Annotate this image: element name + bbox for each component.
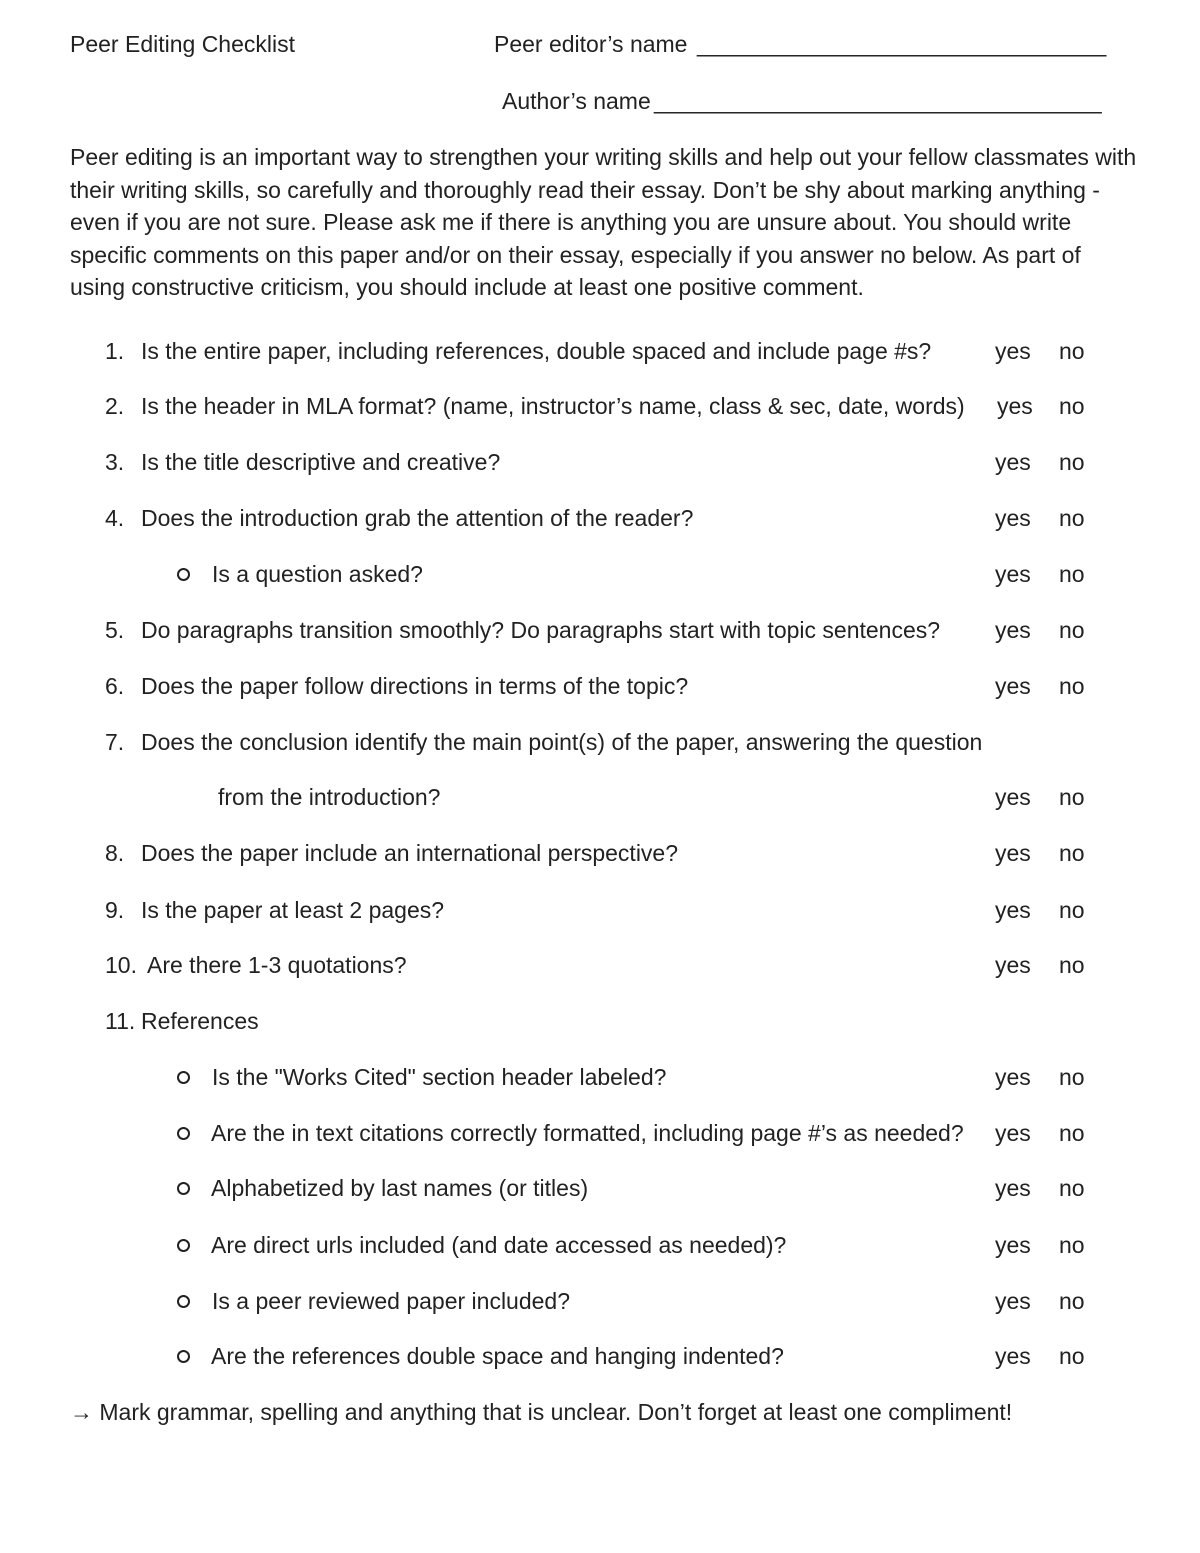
item-number: 8. bbox=[105, 840, 125, 866]
item-question: Is a question asked? bbox=[212, 561, 423, 587]
item-number: 11. bbox=[105, 1008, 136, 1034]
bullet-icon bbox=[177, 1071, 190, 1084]
item-number: 2. bbox=[105, 393, 125, 419]
yes-option[interactable]: yes bbox=[995, 784, 1031, 810]
item-question: Are the in text citations correctly formatted, including page #’s as needed? bbox=[211, 1120, 964, 1146]
item-number: 9. bbox=[105, 897, 125, 923]
author-name-label: Author’s name bbox=[502, 88, 651, 114]
yes-option[interactable]: yes bbox=[995, 1120, 1031, 1146]
item-question: Are direct urls included (and date accessed as needed)? bbox=[211, 1232, 787, 1258]
bullet-icon bbox=[177, 1127, 190, 1140]
item-question: Is the paper at least 2 pages? bbox=[141, 897, 445, 923]
no-option[interactable]: no bbox=[1059, 784, 1085, 810]
item-number: 7. bbox=[105, 729, 125, 755]
author-name-field[interactable]: ___________________________________ bbox=[654, 88, 1102, 114]
footer-note: → Mark grammar, spelling and anything that is unclear. Don’t forget at least one compliment! bbox=[70, 1399, 1013, 1425]
bullet-icon bbox=[177, 1239, 190, 1252]
yes-option[interactable]: yes bbox=[995, 840, 1031, 866]
section-label-references: References bbox=[141, 1008, 259, 1034]
no-option[interactable]: no bbox=[1059, 673, 1085, 699]
yes-option[interactable]: yes bbox=[995, 1064, 1031, 1090]
item-question: Does the paper include an international perspective? bbox=[141, 840, 679, 866]
item-question: Is the "Works Cited" section header labeled? bbox=[212, 1064, 667, 1090]
item-number: 6. bbox=[105, 673, 125, 699]
item-question: Are the references double space and hanging indented? bbox=[211, 1343, 784, 1369]
yes-option[interactable]: yes bbox=[995, 617, 1031, 643]
item-number: 5. bbox=[105, 617, 125, 643]
item-question: Does the paper follow directions in terms of the topic? bbox=[141, 673, 689, 699]
no-option[interactable]: no bbox=[1059, 505, 1085, 531]
peer-editor-name-field[interactable]: ________________________________ bbox=[697, 31, 1107, 57]
yes-option[interactable]: yes bbox=[997, 393, 1033, 419]
item-question: Does the conclusion identify the main point(s) of the paper, answering the question bbox=[141, 729, 983, 755]
no-option[interactable]: no bbox=[1059, 1064, 1085, 1090]
no-option[interactable]: no bbox=[1059, 897, 1085, 923]
no-option[interactable]: no bbox=[1059, 561, 1085, 587]
yes-option[interactable]: yes bbox=[995, 338, 1031, 364]
item-number: 10. bbox=[105, 952, 137, 978]
yes-option[interactable]: yes bbox=[995, 1343, 1031, 1369]
page-title: Peer Editing Checklist bbox=[70, 31, 295, 57]
yes-option[interactable]: yes bbox=[995, 1175, 1031, 1201]
yes-option[interactable]: yes bbox=[995, 1288, 1031, 1314]
item-number: 3. bbox=[105, 449, 125, 475]
no-option[interactable]: no bbox=[1059, 393, 1085, 419]
peer-editor-name-label: Peer editor’s name bbox=[494, 31, 688, 57]
yes-option[interactable]: yes bbox=[995, 449, 1031, 475]
item-question: Does the introduction grab the attention of the reader? bbox=[141, 505, 694, 531]
yes-option[interactable]: yes bbox=[995, 561, 1031, 587]
bullet-icon bbox=[177, 1295, 190, 1308]
item-number: 4. bbox=[105, 505, 125, 531]
no-option[interactable]: no bbox=[1059, 338, 1085, 364]
no-option[interactable]: no bbox=[1059, 840, 1085, 866]
yes-option[interactable]: yes bbox=[995, 1232, 1031, 1258]
item-question: Is the header in MLA format? (name, instructor’s name, class & sec, date, words) bbox=[141, 393, 965, 419]
item-question: Are there 1-3 quotations? bbox=[147, 952, 407, 978]
no-option[interactable]: no bbox=[1059, 617, 1085, 643]
item-number: 1. bbox=[105, 338, 125, 364]
yes-option[interactable]: yes bbox=[995, 897, 1031, 923]
no-option[interactable]: no bbox=[1059, 1120, 1085, 1146]
no-option[interactable]: no bbox=[1059, 952, 1085, 978]
bullet-icon bbox=[177, 568, 190, 581]
no-option[interactable]: no bbox=[1059, 1343, 1085, 1369]
item-question-continuation: from the introduction? bbox=[218, 784, 441, 810]
no-option[interactable]: no bbox=[1059, 1175, 1085, 1201]
item-question: Is the title descriptive and creative? bbox=[141, 449, 501, 475]
item-question: Is the entire paper, including references, double spaced and include page #s? bbox=[141, 338, 932, 364]
item-question: Is a peer reviewed paper included? bbox=[212, 1288, 571, 1314]
bullet-icon bbox=[177, 1182, 190, 1195]
yes-option[interactable]: yes bbox=[995, 505, 1031, 531]
intro-paragraph: Peer editing is an important way to strengthen your writing skills and help out your fellow classmates with their writing skills, so carefully and thoroughly read their essay. Don’t be shy about marking anything - even if you are not sure. Please ask me if there is anything you are unsure about. You should write specific comments on this paper and/or on their essay, especially if you answer no below. As part of using constructive criticism, you should include at least one positive comment. bbox=[70, 144, 1137, 300]
bullet-icon bbox=[177, 1350, 190, 1363]
item-question: Alphabetized by last names (or titles) bbox=[211, 1175, 589, 1201]
yes-option[interactable]: yes bbox=[995, 673, 1031, 699]
item-question: Do paragraphs transition smoothly? Do paragraphs start with topic sentences? bbox=[141, 617, 941, 643]
yes-option[interactable]: yes bbox=[995, 952, 1031, 978]
no-option[interactable]: no bbox=[1059, 449, 1085, 475]
no-option[interactable]: no bbox=[1059, 1232, 1085, 1258]
no-option[interactable]: no bbox=[1059, 1288, 1085, 1314]
